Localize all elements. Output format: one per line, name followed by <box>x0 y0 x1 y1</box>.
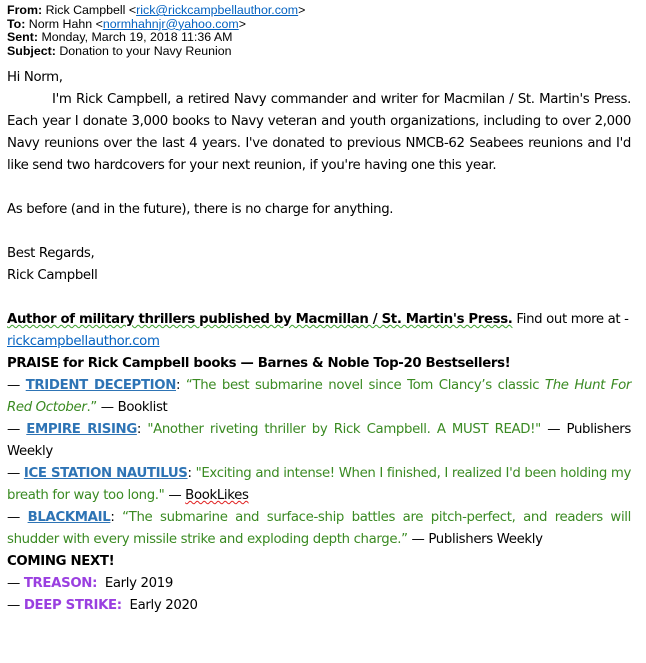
sent-value: Monday, March 19, 2018 11:36 AM <box>41 30 233 45</box>
email-body <box>7 67 631 617</box>
dash: — <box>100 400 118 415</box>
book-entry-blackmail: — BLACKMAIL: “The submarine and surface-ship battles are pitch-perfect, and readers will shudder with every missile strike and exploding depth charge.” — Publishers Weekly <box>7 510 631 547</box>
to-close: > <box>238 16 246 31</box>
quote-ice-station: "Exciting and intense! When I finished, I realized I'd been holding my breath for way too long." <box>7 466 631 503</box>
praise-line: PRAISE for Rick Campbell books — Barnes & Noble Top-20 Bestsellers! <box>7 356 511 371</box>
paragraph-no-charge: As before (and in the future), there is no charge for anything. <box>7 202 394 217</box>
upcoming-treason <box>7 573 631 595</box>
book-title-blackmail[interactable]: BLACKMAIL <box>27 510 111 525</box>
dash: — <box>7 378 26 393</box>
to-email-link[interactable]: normhahnjr@yahoo.com <box>102 16 239 31</box>
dash: — <box>7 422 27 437</box>
book-title-ice-station-nautilus[interactable]: ICE STATION NAUTILUS <box>23 466 188 481</box>
from-close: > <box>298 3 306 17</box>
book-entry-trident: — TRIDENT DECEPTION: “The best submarine novel since Tom Clancy’s classic The Hunt For Red October.” — Booklist <box>7 378 631 415</box>
sent-label: Sent: <box>7 30 38 45</box>
quote-trident-italic: The Hunt For Red October <box>7 378 631 415</box>
quote-empire: "Another riveting thriller by Rick Campbell. A MUST READ!" <box>147 422 541 437</box>
closing: Best Regards, <box>7 246 95 261</box>
dash: — <box>7 466 24 481</box>
quote-trident-text: “The best submarine novel since Tom Clancy’s classic <box>185 378 545 393</box>
upcoming-title-treason: TREASON: <box>23 576 98 591</box>
dash: — <box>411 532 429 547</box>
upcoming-title-deep-strike: DEEP STRIKE: <box>23 598 122 613</box>
paragraph-donation: I'm Rick Campbell, a retired Navy commander and writer for Macmilan / St. Martin's Press. Each year I donate 3,000 books to Navy veteran and youth organizations, including to over 2,000 Navy reunions over the last 4 years. I've donated to previous NMCB-62 Seabees reunions and I'd like send two hardcovers for your next reunion, if you're having one this year. <box>7 92 631 173</box>
source-booklist: Booklist <box>117 400 168 415</box>
book-entry-ice-station: — ICE STATION NAUTILUS: "Exciting and intense! When I finished, I realized I'd been holding my breath for way too long." — BookLikes <box>7 466 631 503</box>
from-label: From: <box>7 3 43 17</box>
from-email-link[interactable]: rick@rickcampbellauthor.com <box>136 3 299 17</box>
to-row <box>7 18 639 32</box>
subject-value: Donation to your Navy Reunion <box>59 43 232 58</box>
subject-row <box>7 45 639 59</box>
quote-trident-end: .” <box>86 400 97 415</box>
from-row <box>7 4 639 18</box>
dash: — <box>7 598 24 613</box>
greeting: Hi Norm, <box>7 70 63 85</box>
book-title-trident-deception[interactable]: TRIDENT DECEPTION <box>25 378 176 393</box>
find-out-text: Find out more at - <box>512 312 629 327</box>
from-name: Rick Campbell < <box>45 3 137 17</box>
source-publishers-weekly: Publishers Weekly <box>428 532 543 547</box>
subject-label: Subject: <box>7 43 56 58</box>
book-title-empire-rising[interactable]: EMPIRE RISING <box>26 422 137 437</box>
upcoming-date-treason: Early 2019 <box>104 576 173 591</box>
dash: — <box>168 488 186 503</box>
author-credit: Author of military thrillers published by Macmillan / St. Martin's Press. <box>7 312 513 327</box>
source-booklikes: BookLikes <box>185 488 249 503</box>
to-label: To: <box>7 16 26 31</box>
upcoming-date-deep-strike: Early 2020 <box>129 598 198 613</box>
source-publishers-weekly: Publishers Weekly <box>7 422 631 459</box>
dash: — <box>7 510 28 525</box>
sent-row <box>7 31 639 45</box>
dash: — <box>7 576 24 591</box>
to-name: Norm Hahn < <box>28 16 103 31</box>
upcoming-deep-strike <box>7 595 631 617</box>
signature-name: Rick Campbell <box>7 268 98 283</box>
website-link[interactable]: rickcampbellauthor.com <box>7 334 160 349</box>
dash: — <box>547 422 567 437</box>
coming-next: COMING NEXT! <box>7 554 115 569</box>
email-header <box>7 4 639 58</box>
author-line <box>7 309 631 353</box>
quote-blackmail: “The submarine and surface-ship battles are pitch-perfect, and readers will shudder with every missile strike and exploding depth charge.” <box>7 510 631 547</box>
book-entry-empire: — EMPIRE RISING: "Another riveting thriller by Rick Campbell. A MUST READ!" — Publishers Weekly <box>7 422 631 459</box>
